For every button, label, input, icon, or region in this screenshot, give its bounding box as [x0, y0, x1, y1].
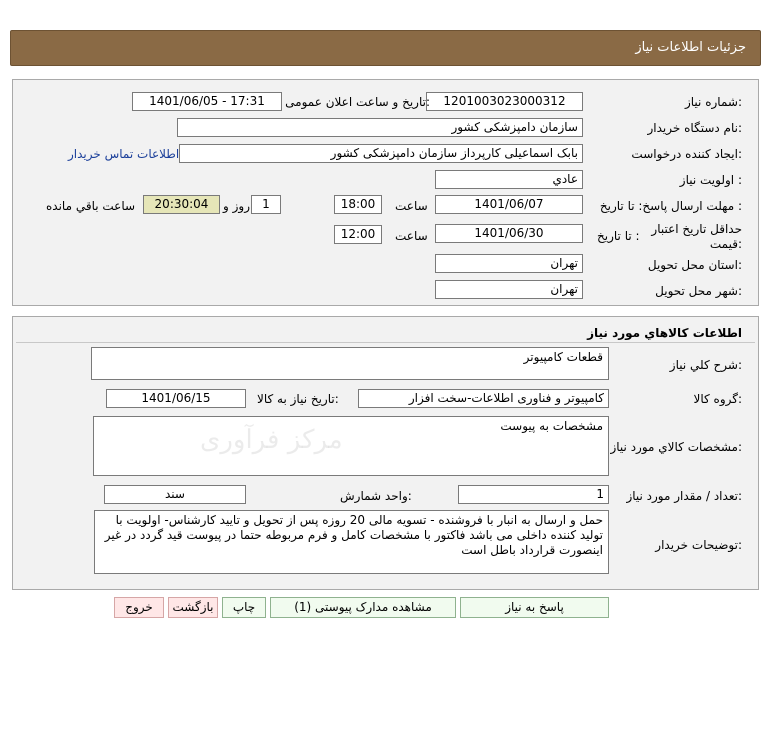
back-button[interactable]: بازگشت [168, 597, 218, 618]
days-label: روز و [223, 199, 250, 213]
days-field: 1 [251, 195, 281, 214]
need-date-field: 1401/06/15 [106, 389, 246, 408]
qty-label: تعداد / مقدار مورد نیاز: [626, 489, 742, 503]
city-label: شهر محل تحویل: [655, 284, 742, 298]
priority-label: اولویت نیاز : [679, 173, 742, 187]
desc-field: قطعات کامپیوتر [91, 347, 609, 380]
deadline-date-field: 1401/06/07 [435, 195, 583, 214]
creator-field: بابک اسماعیلی کارپرداز سازمان دامپزشکی کشور [179, 144, 583, 163]
need-number-label: شماره نیاز: [684, 95, 742, 109]
priority-field: عادي [435, 170, 583, 189]
reply-button[interactable]: پاسخ به نیاز [460, 597, 609, 618]
need-number-field: 1201003023000312 [426, 92, 583, 111]
validity-label: حداقل تاريخ اعتبار قيمت: [651, 222, 742, 251]
specs-field: مشخصات به پیوست [93, 416, 609, 476]
group-label: گروه کالا: [693, 392, 742, 406]
specs-label: مشخصات کالاي مورد نياز: [610, 440, 742, 454]
qty-field: 1 [458, 485, 609, 504]
deadline-label: مهلت ارسال پاسخ: تا تاریخ : [599, 199, 742, 213]
validity-date-field: 1401/06/30 [435, 224, 583, 243]
print-button[interactable]: چاپ [222, 597, 266, 618]
announce-field: 1401/06/05 - 17:31 [132, 92, 282, 111]
buyer-contact-link[interactable]: اطلاعات تماس خریدار [68, 147, 180, 161]
validity-time-field: 12:00 [334, 225, 382, 244]
buyer-org-field: سازمان دامپزشکی کشور [177, 118, 583, 137]
deadline-time-field: 18:00 [334, 195, 382, 214]
creator-label: ایجاد کننده درخواست: [631, 147, 742, 161]
province-label: استان محل تحویل: [647, 258, 742, 272]
unit-field: سند [104, 485, 246, 504]
city-field: تهران [435, 280, 583, 299]
goods-section-title: اطلاعات كالاهاي مورد نياز [587, 326, 742, 340]
buyer-notes-label: توضيحات خريدار: [655, 538, 742, 552]
desc-label: شرح کلي نياز: [669, 358, 742, 372]
need-date-label: تاريخ نياز به کالا: [257, 392, 339, 406]
province-field: تهران [435, 254, 583, 273]
validity-date-label: تا تاريخ : [597, 229, 640, 243]
view-documents-button[interactable]: مشاهده مدارک پیوستی (1) [270, 597, 456, 618]
announce-label: تاریخ و ساعت اعلان عمومی: [285, 95, 430, 109]
group-field: کامپیوتر و فناوری اطلاعات-سخت افزار [358, 389, 609, 408]
remaining-label: ساعت باقي مانده [46, 199, 136, 213]
validity-time-label: ساعت [395, 229, 428, 243]
buyer-org-label: نام دستگاه خریدار: [647, 121, 742, 135]
exit-button[interactable]: خروج [114, 597, 164, 618]
section-divider [16, 342, 755, 343]
buyer-notes-field: حمل و ارسال به انبار با فروشنده - تسویه مالی 20 روزه پس از تحویل و تایید کارشناس- اولویت با تولید کننده داخلی می باشد فاکتور با مشخصات کامل و فرم مربوطه حتما در پیوست قید گردد در غیر اینصورت قرارداد باطل است [94, 510, 609, 574]
page-title: جزئیات اطلاعات نیاز [635, 40, 746, 55]
deadline-time-label: ساعت [395, 199, 428, 213]
unit-label: واحد شمارش: [340, 489, 412, 503]
page-header [10, 30, 761, 66]
remaining-time-field: 20:30:04 [143, 195, 220, 214]
